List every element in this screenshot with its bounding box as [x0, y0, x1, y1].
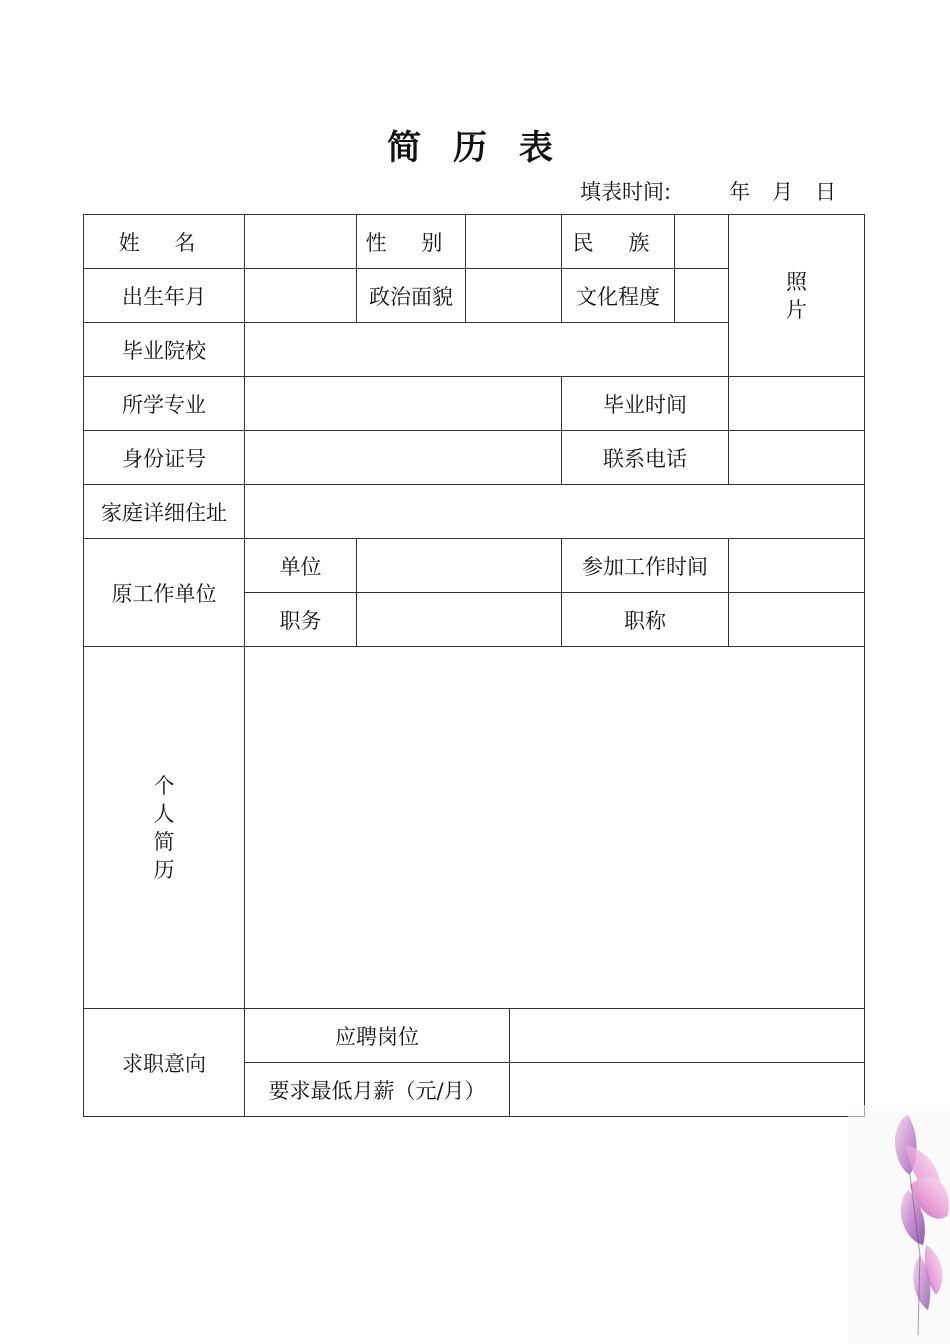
label-prev-employer: 原工作单位	[84, 539, 245, 647]
label-birth: 出生年月	[84, 269, 245, 323]
label-unit: 单位	[245, 539, 357, 593]
field-id-number[interactable]	[245, 431, 562, 485]
label-position: 职务	[245, 593, 357, 647]
label-name: 姓 名	[84, 215, 245, 269]
resume-form	[83, 214, 865, 1117]
photo-label-2: 片	[786, 297, 807, 322]
field-gender[interactable]	[466, 215, 562, 269]
fill-time	[580, 176, 836, 206]
label-school: 毕业院校	[84, 323, 245, 377]
photo-box[interactable]	[729, 215, 865, 377]
field-join-time[interactable]	[729, 539, 865, 593]
label-join-time: 参加工作时间	[562, 539, 729, 593]
label-political: 政治面貌	[357, 269, 466, 323]
label-grad-time: 毕业时间	[562, 377, 729, 431]
field-education[interactable]	[675, 269, 729, 323]
label-major: 所学专业	[84, 377, 245, 431]
label-id-number: 身份证号	[84, 431, 245, 485]
resume-char-3: 简	[153, 829, 175, 854]
field-grad-time[interactable]	[729, 377, 865, 431]
field-min-salary[interactable]	[510, 1063, 865, 1117]
field-title-rank[interactable]	[729, 593, 865, 647]
label-education: 文化程度	[562, 269, 675, 323]
butterfly-decoration	[848, 1105, 950, 1344]
field-birth[interactable]	[245, 269, 357, 323]
label-title-rank: 职称	[562, 593, 729, 647]
label-resume	[84, 647, 245, 1009]
field-address[interactable]	[245, 485, 865, 539]
field-phone[interactable]	[729, 431, 865, 485]
fill-time-day: 日	[815, 180, 837, 204]
label-apply-post: 应聘岗位	[245, 1009, 510, 1063]
label-phone: 联系电话	[562, 431, 729, 485]
label-min-salary: 要求最低月薪（元/月）	[245, 1063, 510, 1117]
field-major[interactable]	[245, 377, 562, 431]
page-title: 简 历 表	[387, 128, 563, 168]
label-address: 家庭详细住址	[84, 485, 245, 539]
field-name[interactable]	[245, 215, 357, 269]
fill-time-label: 填表时间:	[580, 180, 672, 204]
field-political[interactable]	[466, 269, 562, 323]
field-unit[interactable]	[357, 539, 562, 593]
field-apply-post[interactable]	[510, 1009, 865, 1063]
resume-char-1: 个	[153, 773, 175, 798]
field-school[interactable]	[245, 323, 729, 377]
photo-label-1: 照	[786, 269, 807, 294]
field-position[interactable]	[357, 593, 562, 647]
resume-char-2: 人	[153, 801, 175, 826]
fill-time-month: 月	[772, 180, 794, 204]
resume-char-4: 历	[153, 857, 175, 882]
field-ethnicity[interactable]	[675, 215, 729, 269]
label-gender: 性 别	[357, 215, 466, 269]
fill-time-year: 年	[729, 180, 751, 204]
field-resume[interactable]	[245, 647, 865, 1009]
label-intent: 求职意向	[84, 1009, 245, 1117]
label-ethnicity: 民 族	[562, 215, 675, 269]
